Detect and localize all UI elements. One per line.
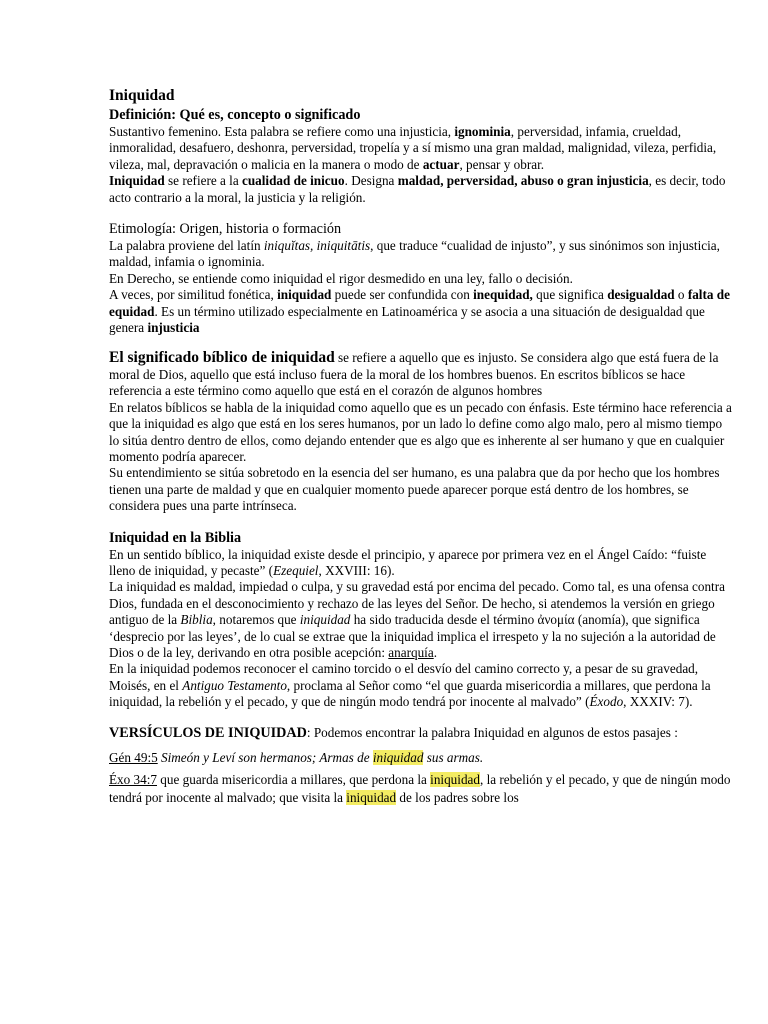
spacer: [109, 206, 733, 220]
bible-paragraph-1: En un sentido bíblico, la iniquidad existe desde el principio, y aparece por primera vez en el Ángel Caído: “fuiste lleno de iniquidad, y pecaste” (Ezequiel, XXVIII: 16).: [109, 546, 707, 578]
bible-heading: Iniquidad en la Biblia: [109, 529, 242, 546]
spacer: [109, 711, 733, 725]
verse-exodo: Éxo 34:7 que guarda misericordia a millares, que perdona la iniquidad, la rebelión y el pecado, y que de ningún modo tendrá por inocente al malvado; que visita la iniquidad de los padres sobre los: [109, 772, 731, 805]
biblical-paragraph-1: El significado bíblico de iniquidad se refiere a aquello que es injusto. Se considera algo que está fuera de la moral de Dios, aquello que está incluso fuera de la moral de los hombres buenos. En escritos bíblicos se hace referencia a este término como aquello que está en el corazón de algunos hombres: [109, 349, 719, 399]
highlight-mark: iniquidad: [430, 772, 480, 787]
spacer: [109, 741, 733, 749]
document-body: [109, 86, 733, 807]
spacer: [109, 515, 733, 529]
etymology-line-1: La palabra proviene del latín iniquĭtas, iniquitātis, que traduce “cualidad de injusto”, y sus sinónimos son injusticia, maldad, infamia o ignominia.: [109, 238, 720, 270]
anarquia-link[interactable]: anarquía: [388, 644, 434, 660]
verse-genesis: Gén 49:5 Simeón y Leví son hermanos; Armas de iniquidad sus armas.: [109, 750, 484, 765]
highlight-mark: iniquidad: [346, 790, 397, 805]
definition-paragraph-1: Sustantivo femenino. Esta palabra se refiere como una injusticia, ignominia, perversidad, infamia, crueldad, inmoralidad, desafuero, deshonra, perversidad, tropelía y a sí mismo una gran maldad, malignidad, vileza, perfidia, vileza, mal, depravación o malicia en la manera o modo de actuar, pensar y obrar.: [109, 124, 717, 172]
definition-heading: Definición: Qué es, concepto o significado: [109, 107, 361, 123]
biblical-heading: El significado bíblico de iniquidad: [109, 349, 335, 367]
etymology-line-3: A veces, por similitud fonética, iniquidad puede ser confundida con inequidad, que significa desigualdad o falta de equidad. Es un término utilizado especialmente en Latinoamérica y se asocia a una situación de desigualdad que genera injusticia: [109, 287, 730, 336]
definition-paragraph-2: Iniquidad se refiere a la cualidad de inicuo. Designa maldad, perversidad, abuso o gran injusticia, es decir, todo acto contrario a la moral, la justicia y la religión.: [109, 173, 726, 205]
verses-intro: VERSÍCULOS DE INIQUIDAD: Podemos encontrar la palabra Iniquidad en algunos de estos pasajes :: [109, 724, 678, 741]
document-title: Iniquidad: [109, 87, 175, 104]
biblical-paragraph-2: En relatos bíblicos se habla de la iniquidad como aquello que es un pecado con énfasis. Este término hace referencia a que la iniquidad es algo que está en los seres humanos, por un lado lo define como algo malo, pero al mismo tiempo lo sitúa dentro dentro de ellos, como dejando entender que es algo que es inherente al ser humano y que en cualquier momento podría aparecer.: [109, 399, 732, 464]
spacer: [109, 336, 733, 350]
verse-ref-link[interactable]: Gén 49:5: [109, 750, 158, 765]
etymology-heading: Etimología: Origen, historia o formación: [109, 221, 342, 238]
bible-paragraph-3: En la iniquidad podemos reconocer el camino torcido o el desvío del camino correcto y, a pesar de su gravedad, Moisés, en el Antiguo Testamento, proclama al Señor como “el que guarda misericordia a millares, que perdona la iniquidad, la rebelión y el pecado, y que de ningún modo tendrá por inocente al malvado” (Éxodo, XXXIV: 7).: [109, 661, 711, 710]
verse-ref-link[interactable]: Éxo 34:7: [109, 772, 157, 787]
verses-heading: VERSÍCULOS DE INIQUIDAD: [109, 724, 307, 741]
etymology-line-2: En Derecho, se entiende como iniquidad el rigor desmedido en una ley, fallo o decisión.: [109, 270, 573, 286]
bible-paragraph-2: La iniquidad es maldad, impiedad o culpa, y su gravedad está por encima del pecado. Como tal, es una ofensa contra Dios, fundada en el desconocimiento y rechazo de las leyes del Señor. De hecho, si atendemos la versión en griego antiguo de la Biblia, notaremos que iniquidad ha sido traducida desde el término ἀνομία (anomía), que significa ‘desprecio por las leyes’, de lo cual se extrae que la iniquidad implica el irrespeto y la no sujeción a la autoridad de Dios o de la ley, derivando en otra posible acepción: anarquía.: [109, 579, 725, 660]
biblical-paragraph-3: Su entendimiento se sitúa sobretodo en la esencia del ser humano, es una palabra que da por hecho que los hombres tienen una parte de maldad y que en cualquier momento puede aparecer porque está dentro de los hombres, se considera pues una parte intrínseca.: [109, 465, 720, 514]
highlight-mark: iniquidad: [372, 750, 424, 765]
